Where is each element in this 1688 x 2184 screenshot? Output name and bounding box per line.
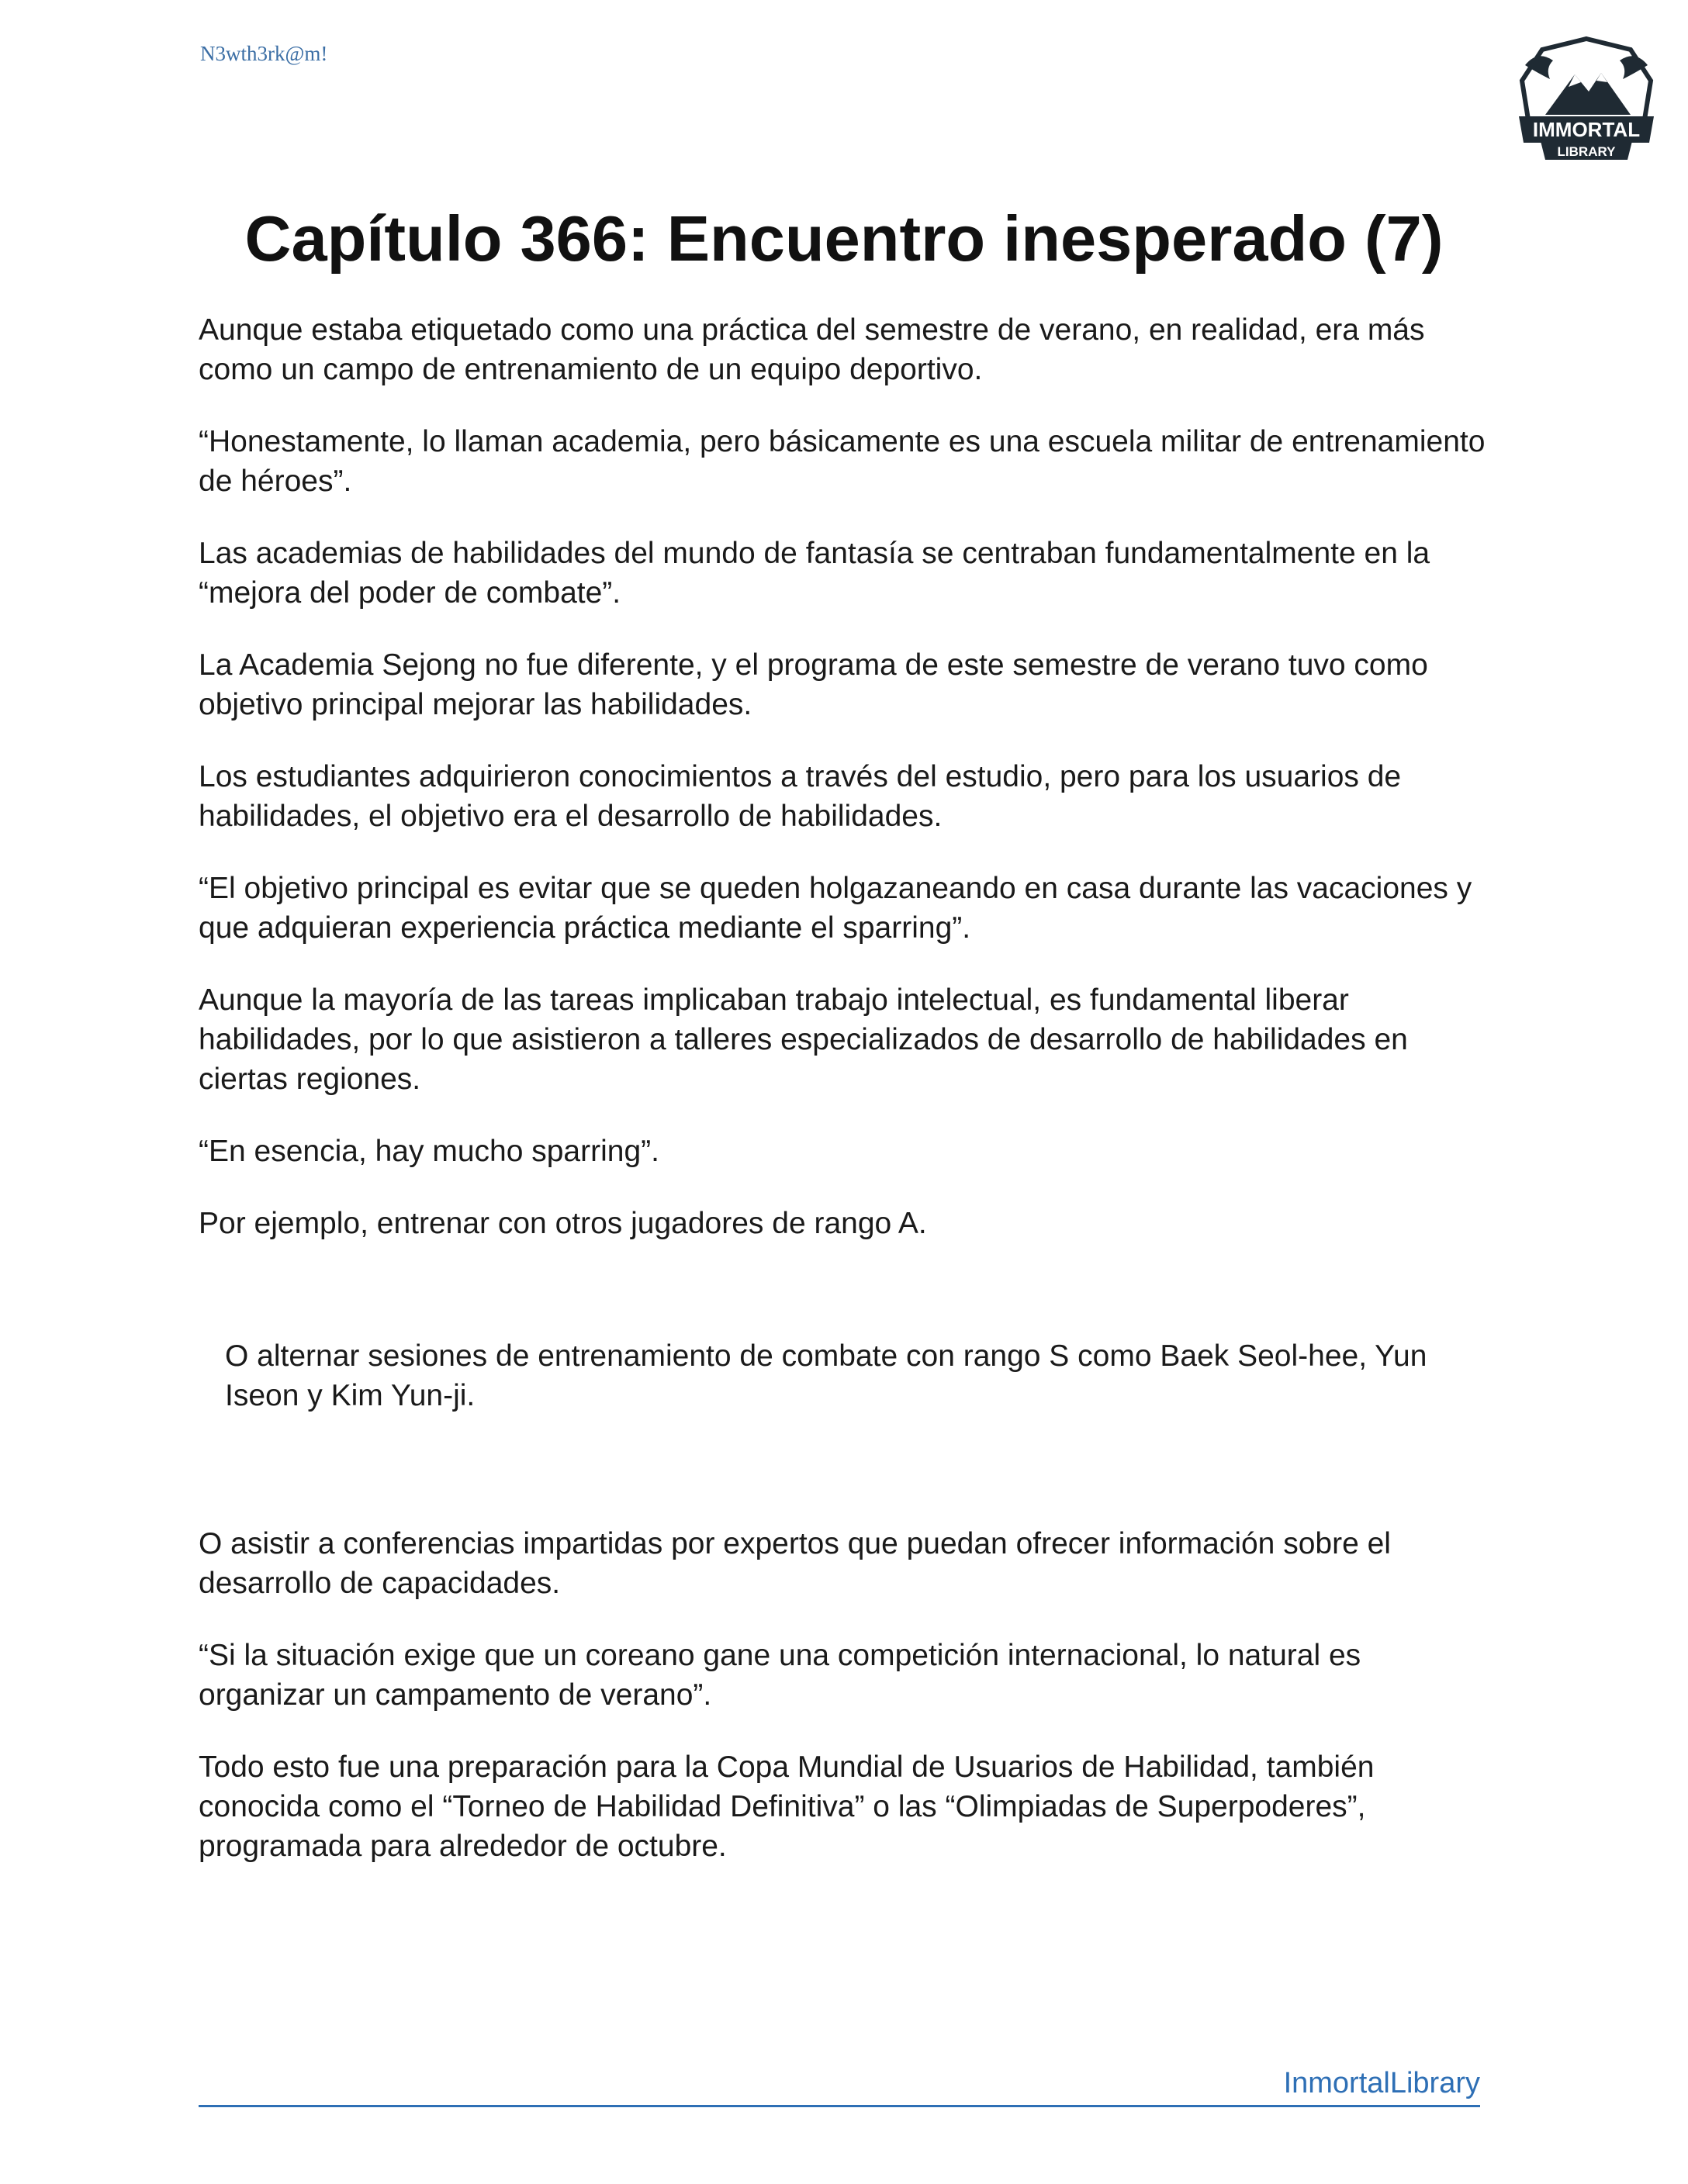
paragraph: Los estudiantes adquirieron conocimientos a través del estudio, pero para los usuarios de habilidades, el objetivo era el desarrollo de habilidades. [199,760,1402,833]
immortal-library-logo [1514,34,1659,164]
paragraph: Por ejemplo, entrenar con otros jugadores de rango A. [199,1207,927,1240]
paragraph: O asistir a conferencias impartidas por expertos que puedan ofrecer información sobre el desarrollo de capacidades. [199,1527,1391,1600]
chapter-title: Capítulo 366: Encuentro inesperado (7) [244,202,1444,275]
paragraph: Aunque estaba etiquetado como una práctica del semestre de verano, en realidad, era más como un campo de entrenamiento de un equipo deportivo. [199,313,1425,386]
paragraph: “Si la situación exige que un coreano gane una competición internacional, lo natural es organizar un campamento de verano”. [199,1639,1361,1712]
paragraph: Las academias de habilidades del mundo de fantasía se centraban fundamentalmente en la “mejora del poder de combate”. [199,537,1430,610]
watermark-text: N3wth3rk@m! [200,42,328,65]
footer-rule [199,2061,1480,2107]
paragraph: La Academia Sejong no fue diferente, y el programa de este semestre de verano tuvo como objetivo principal mejorar las habilidades. [199,648,1428,721]
indented-paragraph: O alternar sesiones de entrenamiento de combate con rango S como Baek Seol-hee, Yun Iseon y Kim Yun-ji. [225,1339,1427,1412]
logo-text-top: IMMORTAL [1532,118,1641,141]
paragraph: “Honestamente, lo llaman academia, pero básicamente es una escuela militar de entrenamiento de héroes”. [199,425,1486,498]
logo-text-bottom: LIBRARY [1557,144,1616,159]
paragraph: “El objetivo principal es evitar que se queden holgazaneando en casa durante las vacaciones y que adquieran experiencia práctica mediante el sparring”. [199,872,1472,945]
footer-link[interactable]: InmortalLibrary [1283,2067,1480,2099]
paragraph: Todo esto fue una preparación para la Copa Mundial de Usuarios de Habilidad, también conocida como el “Torneo de Habilidad Definitiva” o las “Olimpiadas de Superpoderes”, programada para alrededor de octubre. [199,1750,1375,1863]
paragraph: “En esencia, hay mucho sparring”. [199,1135,659,1168]
chapter-body [199,310,1486,1899]
paragraph: Aunque la mayoría de las tareas implicaban trabajo intelectual, es fundamental liberar habilidades, por lo que asistieron a talleres especializados de desarrollo de habilidades en ciertas regiones. [199,983,1408,1096]
